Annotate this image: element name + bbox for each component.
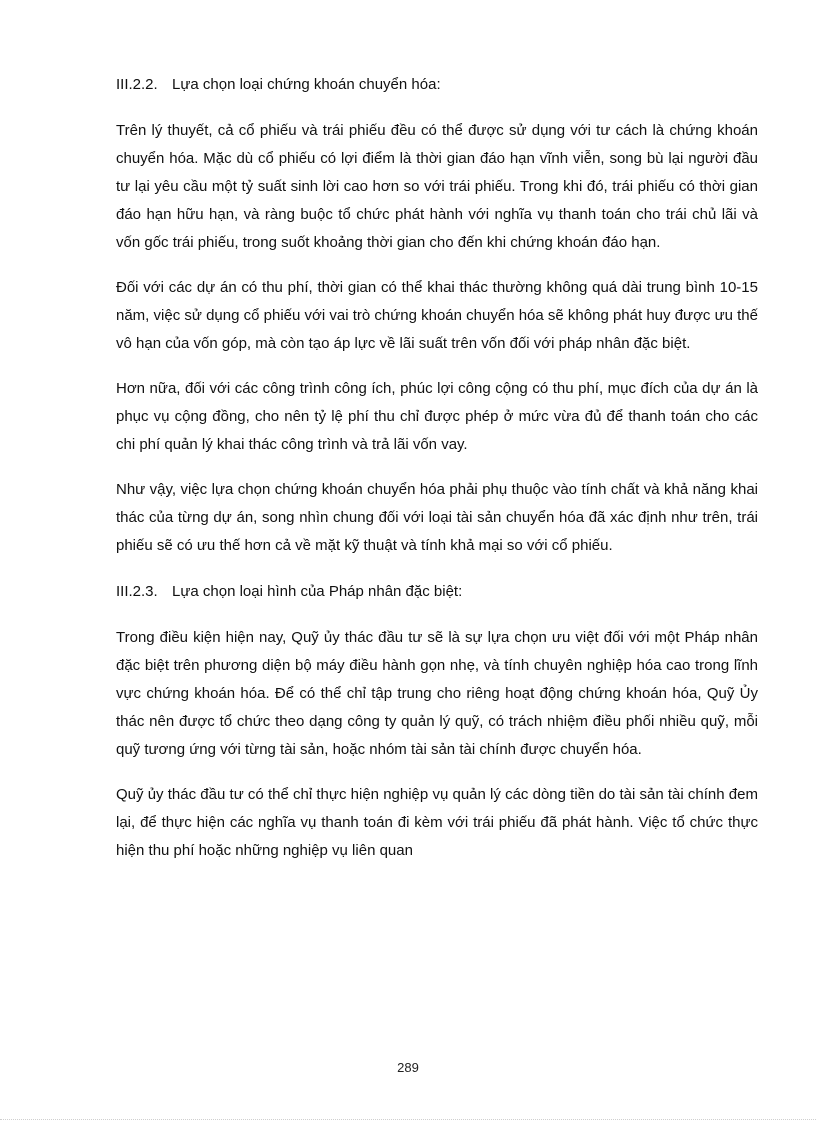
paragraph: Hơn nữa, đối với các công trình công ích, phúc lợi công cộng có thu phí, mục đích của dự án là phục vụ cộng đồng, cho nên tỷ lệ phí thu chỉ được phép ở mức vừa đủ để thanh toán cho các chi phí quản lý khai thác công trình và trả lãi vốn vay. bbox=[116, 380, 758, 453]
paragraph: Như vậy, việc lựa chọn chứng khoán chuyển hóa phải phụ thuộc vào tính chất và khả năng khai thác của từng dự án, song nhìn chung đối với loại tài sản chuyển hóa đã xác định như trên, trái phiếu sẽ có ưu thế hơn cả về mặt kỹ thuật và tính khả mại so với cổ phiếu. bbox=[116, 481, 758, 554]
page-number: 289 bbox=[397, 1060, 419, 1075]
section-number: III.2.2. bbox=[116, 76, 158, 93]
page-bottom-divider bbox=[0, 1119, 816, 1120]
paragraph: Trong điều kiện hiện nay, Quỹ ủy thác đầu tư sẽ là sự lựa chọn ưu việt đối với một Pháp nhân đặc biệt trên phương diện bộ máy điều hành gọn nhẹ, và tính chuyên nghiệp hóa cao trong lĩnh vực chứng khoán hóa. Để có thể chỉ tập trung cho riêng hoạt động chứng khoán hóa, Quỹ Ủy thác nên được tổ chức theo dạng công ty quản lý quỹ, có trách nhiệm điều phối nhiều quỹ, mỗi quỹ tương ứng với từng tài sản, hoặc nhóm tài sản tài chính được chuyển hóa. bbox=[116, 629, 758, 758]
document-page bbox=[116, 70, 758, 865]
section-heading-iii-2-3 bbox=[116, 577, 758, 606]
section-heading-iii-2-2 bbox=[116, 70, 758, 99]
paragraph: Đối với các dự án có thu phí, thời gian có thể khai thác thường không quá dài trung bình 10-15 năm, việc sử dụng cổ phiếu với vai trò chứng khoán chuyển hóa sẽ không phát huy được ưu thế vô hạn của vốn góp, mà còn tạo áp lực về lãi suất trên vốn đối với pháp nhân đặc biệt. bbox=[116, 279, 758, 352]
paragraph: Trên lý thuyết, cả cổ phiếu và trái phiếu đều có thể được sử dụng với tư cách là chứng khoán chuyển hóa. Mặc dù cổ phiếu có lợi điểm là thời gian đáo hạn vĩnh viễn, song bù lại người đầu tư lại yêu cầu một tỷ suất sinh lời cao hơn so với trái phiếu. Trong khi đó, trái phiếu có thời gian đáo hạn hữu hạn, và ràng buộc tổ chức phát hành với nghĩa vụ thanh toán cho trái chủ lãi và vốn gốc trái phiếu, trong suốt khoảng thời gian cho đến khi chứng khoán đáo hạn. bbox=[116, 122, 758, 251]
section-title: Lựa chọn loại hình của Pháp nhân đặc biệt: bbox=[172, 583, 463, 600]
section-number: III.2.3. bbox=[116, 583, 158, 600]
paragraph: Quỹ ủy thác đầu tư có thể chỉ thực hiện nghiệp vụ quản lý các dòng tiền do tài sản tài chính đem lại, để thực hiện các nghĩa vụ thanh toán đi kèm với trái phiếu đã phát hành. Việc tổ chức thực hiện thu phí hoặc những nghiệp vụ liên quan bbox=[116, 786, 758, 859]
section-title: Lựa chọn loại chứng khoán chuyển hóa: bbox=[172, 76, 441, 93]
